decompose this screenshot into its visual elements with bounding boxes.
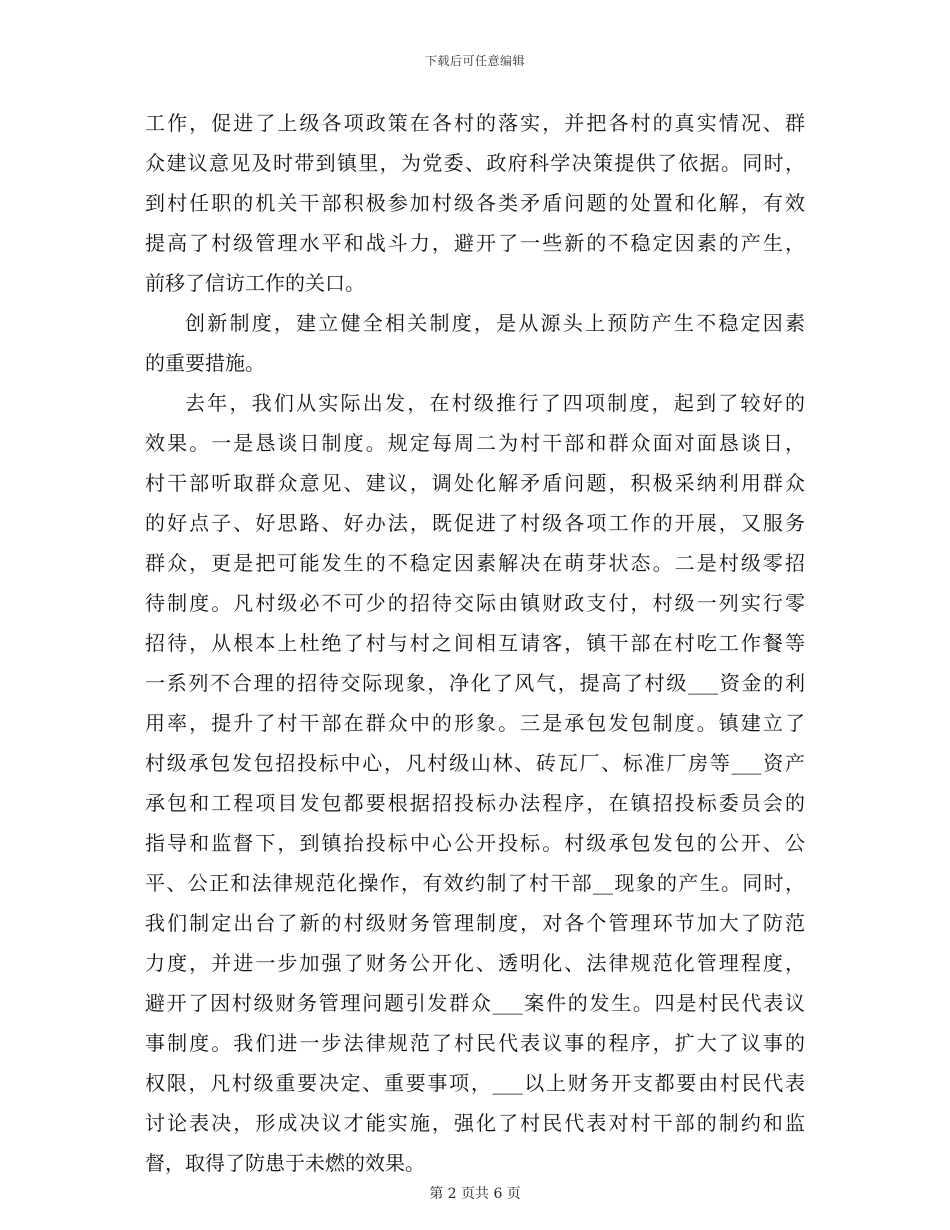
paragraph: [145, 103, 805, 303]
text-line: 村级承包发包招投标中心，凡村级山林、砖瓦厂、标准厂房等___资产: [145, 751, 805, 775]
text-line: 众建议意见及时带到镇里，为党委、政府科学决策提供了依据。同时，: [145, 151, 805, 175]
text-line: 力度，并进一步加强了财务公开化、透明化、法律规范化管理程度，: [145, 951, 805, 975]
text-line: 一系列不合理的招待交际现象，净化了风气，提高了村级___资金的利: [145, 671, 805, 695]
document-body: [145, 103, 805, 1183]
text-line: 我们制定出台了新的村级财务管理制度，对各个管理环节加大了防范: [145, 911, 805, 935]
text-line: 的好点子、好思路、好办法，既促进了村级各项工作的开展，又服务: [145, 511, 805, 535]
page-number-footer: 第 2 页共 6 页: [429, 1186, 521, 1202]
text-line: 群众，更是把可能发生的不稳定因素解决在萌芽状态。二是村级零招: [145, 551, 805, 575]
text-line: 创新制度，建立健全相关制度，是从源头上预防产生不稳定因素: [185, 311, 805, 335]
text-line: 工作，促进了上级各项政策在各村的落实，并把各村的真实情况、群: [145, 111, 805, 135]
paragraph: [145, 383, 805, 1183]
text-line: 去年，我们从实际出发，在村级推行了四项制度，起到了较好的: [185, 391, 805, 415]
paragraph: [145, 303, 805, 383]
text-line: 到村任职的机关干部积极参加村级各类矛盾问题的处置和化解，有效: [145, 191, 805, 215]
text-line: 督，取得了防患于未燃的效果。: [145, 1151, 425, 1175]
text-line: 指导和监督下，到镇抬投标中心公开投标。村级承包发包的公开、公: [145, 831, 805, 855]
text-line: 用率，提升了村干部在群众中的形象。三是承包发包制度。镇建立了: [145, 711, 805, 735]
text-line: 招待，从根本上杜绝了村与村之间相互请客，镇干部在村吃工作餐等: [145, 631, 805, 655]
text-line: 效果。一是恳谈日制度。规定每周二为村干部和群众面对面恳谈日，: [145, 431, 805, 455]
page-header: 下载后可任意编辑: [424, 54, 525, 68]
text-line: 前移了信访工作的关口。: [145, 271, 365, 295]
text-line: 待制度。凡村级必不可少的招待交际由镇财政支付，村级一列实行零: [145, 591, 805, 615]
text-line: 平、公正和法律规范化操作，有效约制了村干部__现象的产生。同时，: [145, 871, 805, 895]
text-line: 承包和工程项目发包都要根据招投标办法程序，在镇招投标委员会的: [145, 791, 805, 815]
text-line: 避开了因村级财务管理问题引发群众___案件的发生。四是村民代表议: [145, 991, 805, 1015]
text-line: 讨论表决，形成决议才能实施，强化了村民代表对村干部的制约和监: [145, 1111, 805, 1135]
text-line: 提高了村级管理水平和战斗力，避开了一些新的不稳定因素的产生，: [145, 231, 805, 255]
text-line: 事制度。我们进一步法律规范了村民代表议事的程序，扩大了议事的: [145, 1031, 805, 1055]
text-line: 权限，凡村级重要决定、重要事项，___以上财务开支都要由村民代表: [145, 1071, 805, 1095]
text-line: 的重要措施。: [145, 351, 265, 375]
text-line: 村干部听取群众意见、建议，调处化解矛盾问题，积极采纳利用群众: [145, 471, 805, 495]
